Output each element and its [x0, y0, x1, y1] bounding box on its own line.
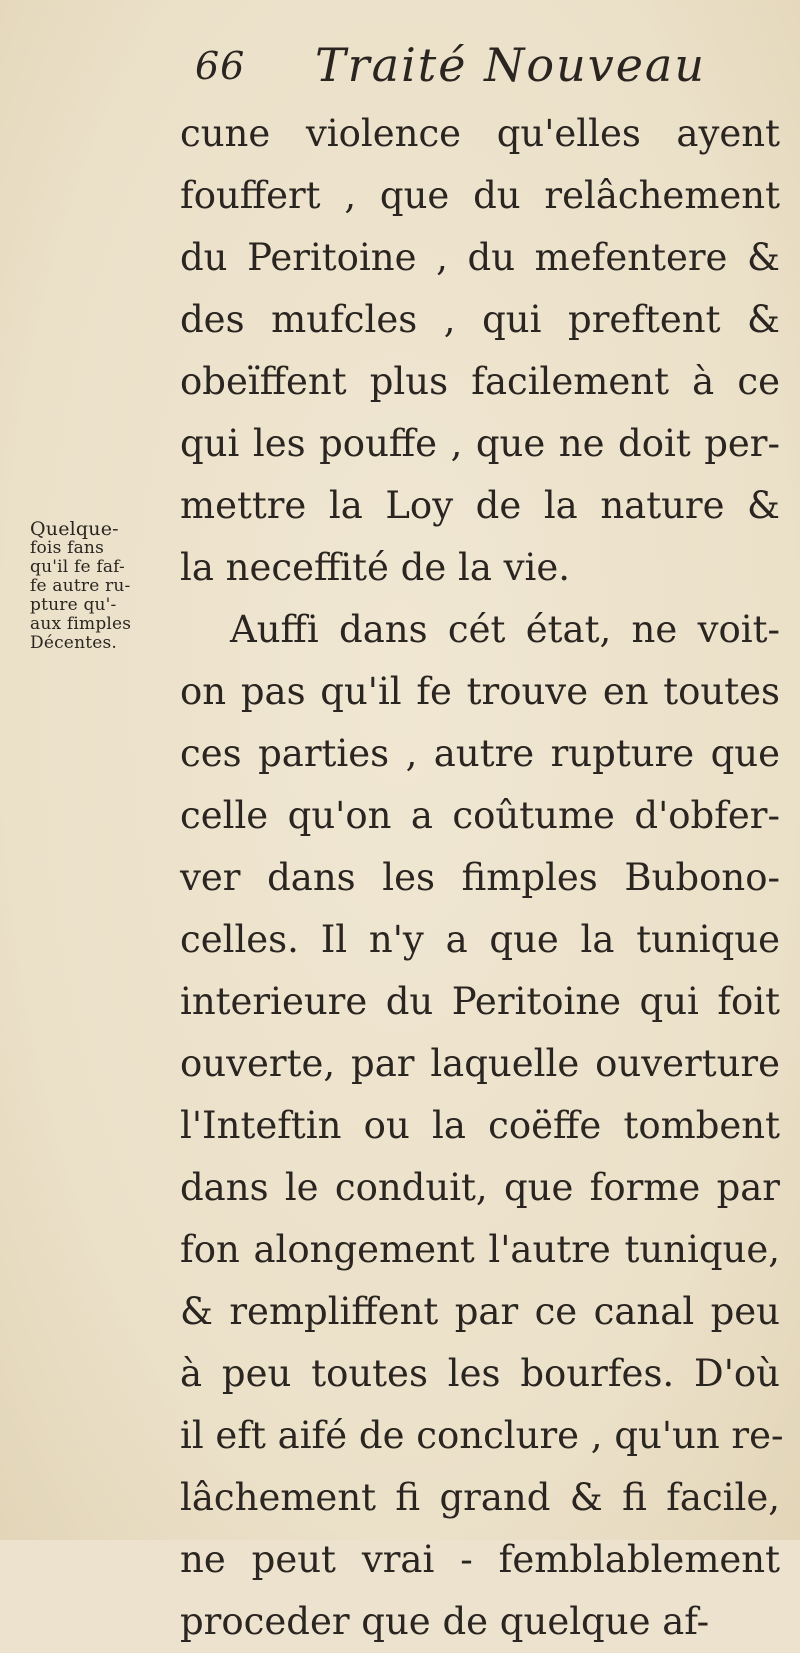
running-title: Traité Nouveau — [315, 38, 706, 92]
text-line: cune violence qu'elles ayent — [180, 112, 780, 155]
margin-note-line: fois fans — [30, 538, 104, 558]
margin-note-line: pture qu'- — [30, 595, 117, 615]
margin-note-line: Quelque- — [30, 518, 119, 540]
text-line: à peu toutes les bourfes. D'où — [180, 1352, 780, 1395]
text-line: ver dans les fimples Bubono- — [180, 856, 780, 899]
text-line: interieure du Peritoine qui foit — [180, 980, 780, 1023]
margin-note-line: Décentes. — [30, 633, 118, 653]
text-line: on pas qu'il fe trouve en toutes — [180, 670, 780, 713]
text-line: Auffi dans cét état, ne voit- — [230, 608, 780, 651]
text-line: dans le conduit, que forme par — [180, 1166, 780, 1209]
margin-note-line: aux fimples — [30, 614, 132, 634]
text-line: fon alongement l'autre tunique, — [180, 1228, 780, 1271]
text-line: l'Inteftin ou la coëffe tombent — [180, 1104, 780, 1147]
text-line: celles. Il n'y a que la tunique — [180, 918, 780, 961]
body-text — [180, 103, 784, 1653]
text-line: la neceffité de la vie. — [180, 546, 571, 589]
page-header — [195, 38, 755, 104]
text-line: ne peut vrai - femblablement — [180, 1538, 780, 1581]
text-line: ouverte, par laquelle ouverture — [180, 1042, 780, 1085]
margin-note-line: qu'il fe faf- — [30, 557, 125, 577]
text-line: du Peritoine , du mefentere & — [180, 236, 780, 279]
text-line: & rempliffent par ce canal peu — [180, 1290, 780, 1333]
text-line: proceder que de quelque af- — [180, 1600, 710, 1643]
text-line: ces parties , autre rupture que — [180, 732, 780, 775]
text-line: celle qu'on a coûtume d'obfer- — [180, 794, 780, 837]
text-line: mettre la Loy de la nature & — [180, 484, 780, 527]
margin-note — [30, 520, 155, 653]
text-line: fouffert , que du relâchement — [180, 174, 780, 217]
text-line: qui les pouffe , que ne doit per- — [180, 422, 780, 465]
text-line: il eft aifé de conclure , qu'un re- — [180, 1414, 784, 1457]
text-line: lâchement fi grand & fi facile, — [180, 1476, 780, 1519]
text-line: des mufcles , qui preftent & — [180, 298, 780, 341]
text-line: obeïffent plus facilement à ce — [180, 360, 780, 403]
page-number: 66 — [195, 44, 246, 88]
margin-note-line: fe autre ru- — [30, 576, 131, 596]
